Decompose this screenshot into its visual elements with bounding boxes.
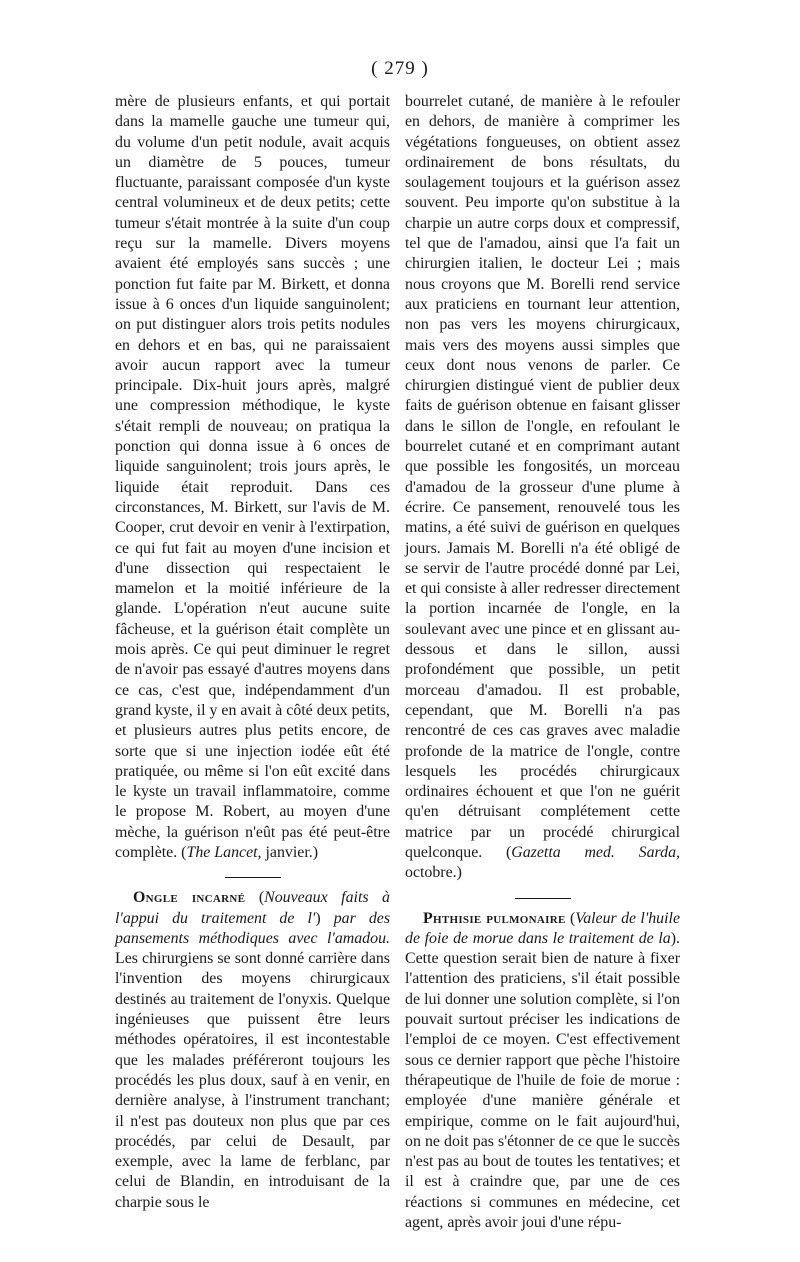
paragraph-text: Cette question serait bien de nature à fixer l'attention des praticiens, s'il était possible de lui donner une solution complète, si l'on pouvait surtout préciser les indications de l'emploi de ce moyen. C'est effectivement sous ce dernier rapport que pèche l'histoire thérapeutique de l'huile de foie de morue : employée d'une manière générale et empirique, comme on le fait aujourd'hui, on ne doit pas s'étonner de ce que le succès n'est pas au bout de toutes les tentatives; et il est à craindre que, par une de ces réactions si communes en médecine, cet agent, après avoir joui d'une répu- bbox=[405, 950, 680, 1232]
heading-paren: ( bbox=[565, 909, 576, 927]
right-column bbox=[405, 92, 680, 1233]
citation-date: octobre.) bbox=[405, 864, 462, 882]
section-subtitle: Nouveaux faits à l'appui du traitement de l' bbox=[115, 889, 390, 927]
source-citation: Gazetta med. Sarda, bbox=[511, 843, 680, 861]
page-number: ( 279 ) bbox=[371, 58, 429, 79]
section-subtitle-cont: par des pansements méthodiques avec l'amadou. bbox=[115, 909, 391, 947]
section-subtitle: Valeur de l'huile de foie de morue dans le traitement de la bbox=[405, 909, 681, 947]
heading-paren: ). bbox=[670, 929, 680, 947]
section-heading: Phthisie pulmonaire bbox=[423, 909, 566, 927]
ingrown-nail-continued-paragraph bbox=[405, 92, 680, 884]
paragraph-text: mère de plusieurs enfants, et qui portait dans la mamelle gauche une tumeur qui, du volume d'un petit nodule, avait acquis un diamètre de 5 pouces, tumeur fluctuante, paraissant composée d'un kyste central volumineux et de deux petits; cette tumeur s'était montrée à la suite d'un coup reçu sur la mamelle. Divers moyens avaient été employés sans succès ; une ponction fut faite par M. Birkett, et donna issue à 6 onces d'un liquide sanguinolent; on put distinguer alors trois petits nodules en dehors et en bas, qui ne paraissaient avoir aucun rapport avec la tumeur principale. Dix-huit jours après, malgré une compression méthodique, le kyste s'était rempli de nouveau; on pratiqua la ponction qui donna issue à 6 onces de liquide sanguinolent; trois jours après, le liquide était reproduit. Dans ces circonstances, M. Birkett, sur l'avis de M. Cooper, crut devoir en venir à l'extirpation, ce qui fut fait au moyen d'une incision et d'une dissection qui respectaient le mamelon et la moitié inférieure de la glande. L'opération n'eut aucune suite fâcheuse, et la guérison était complète un mois après. Ce qui peut diminuer le regret de n'avoir pas essayé d'autres moyens dans ce cas, c'est que, indépendamment d'un grand kyste, il y en avait à côté deux petits, et plusieurs autres plus petits encore, de sorte que si une injection iodée eût été pratiquée, ou même si l'on eût excité dans le kyste un travail inflammatoire, comme le propose M. Robert, au moyen d'une mèche, la guérison n'eût pas été peut-être complète. ( bbox=[115, 93, 390, 861]
paragraph-text: Les chirurgiens se sont donné carrière dans l'invention des moyens chirurgicaux destinés au traitement de l'onyxis. Quelque ingénieuses que puissent être leurs méthodes opératoires, il est incontestable que les malades préféreront toujours les procédés les plus doux, sauf à en venir, en dernière analyse, à l'instrument tranchant; il n'est pas douteux non plus que par ces procédés, par celui de Desault, par exemple, avec la lame de ferblanc, par celui de Blandin, en introduisant de la charpie sous le bbox=[115, 950, 390, 1211]
ingrown-nail-section bbox=[115, 888, 390, 1213]
heading-paren: ) bbox=[315, 909, 334, 927]
heading-paren: ( bbox=[245, 889, 265, 907]
paragraph-text: bourrelet cutané, de manière à le refouler en dehors, de manière à comprimer les végétations fongueuses, on obtient assez ordinairement de bons résultats, du soulagement toujours et la guérison assez souvent. Peu importe qu'on substitue à la charpie un autre corps doux et compressif, tel que de l'amadou, ainsi que l'a fait un chirurgien italien, le docteur Lei ; mais nous croyons que M. Borelli rend service aux praticiens en tournant leur attention, non pas vers les moyens chirurgicaux, mais vers des moyens aussi simples que ceux dont nous venons de parler. Ce chirurgien distingué vient de publier deux faits de guérison obtenue en faisant glisser dans le sillon de l'ongle, en refoulant le bourrelet cutané et en comprimant autant que possible les fongosités, un morceau d'amadou de la grosseur d'une plume à écrire. Ce pansement, renouvelé tous les matins, a été suivi de guérison en quelques jours. Jamais M. Borelli n'a été obligé de se servir de l'autre procédé donné par Lei, et qui consiste à aller redresser directement la portion incarnée de l'ongle, en la soulevant avec une pince et en glissant au-dessous et dans le sillon, aussi profondément que possible, un petit morceau d'amadou. Il est probable, cependant, que M. Borelli n'a pas rencontré de ces cas graves avec maladie profonde de la matrice de l'ongle, contre lesquels les procédés chirurgicaux ordinaires échouent et que l'on ne guérit qu'en détruisant complétement cette matrice par un procédé chirurgical quelconque. ( bbox=[405, 93, 680, 861]
section-divider bbox=[515, 898, 571, 899]
section-heading: Ongle incarné bbox=[133, 889, 246, 907]
phthisis-section bbox=[405, 909, 680, 1234]
citation-date: janvier.) bbox=[261, 843, 318, 861]
left-column bbox=[115, 92, 390, 1213]
section-divider bbox=[225, 877, 281, 878]
breast-cyst-paragraph bbox=[115, 92, 390, 863]
source-citation: The Lancet, bbox=[186, 843, 262, 861]
